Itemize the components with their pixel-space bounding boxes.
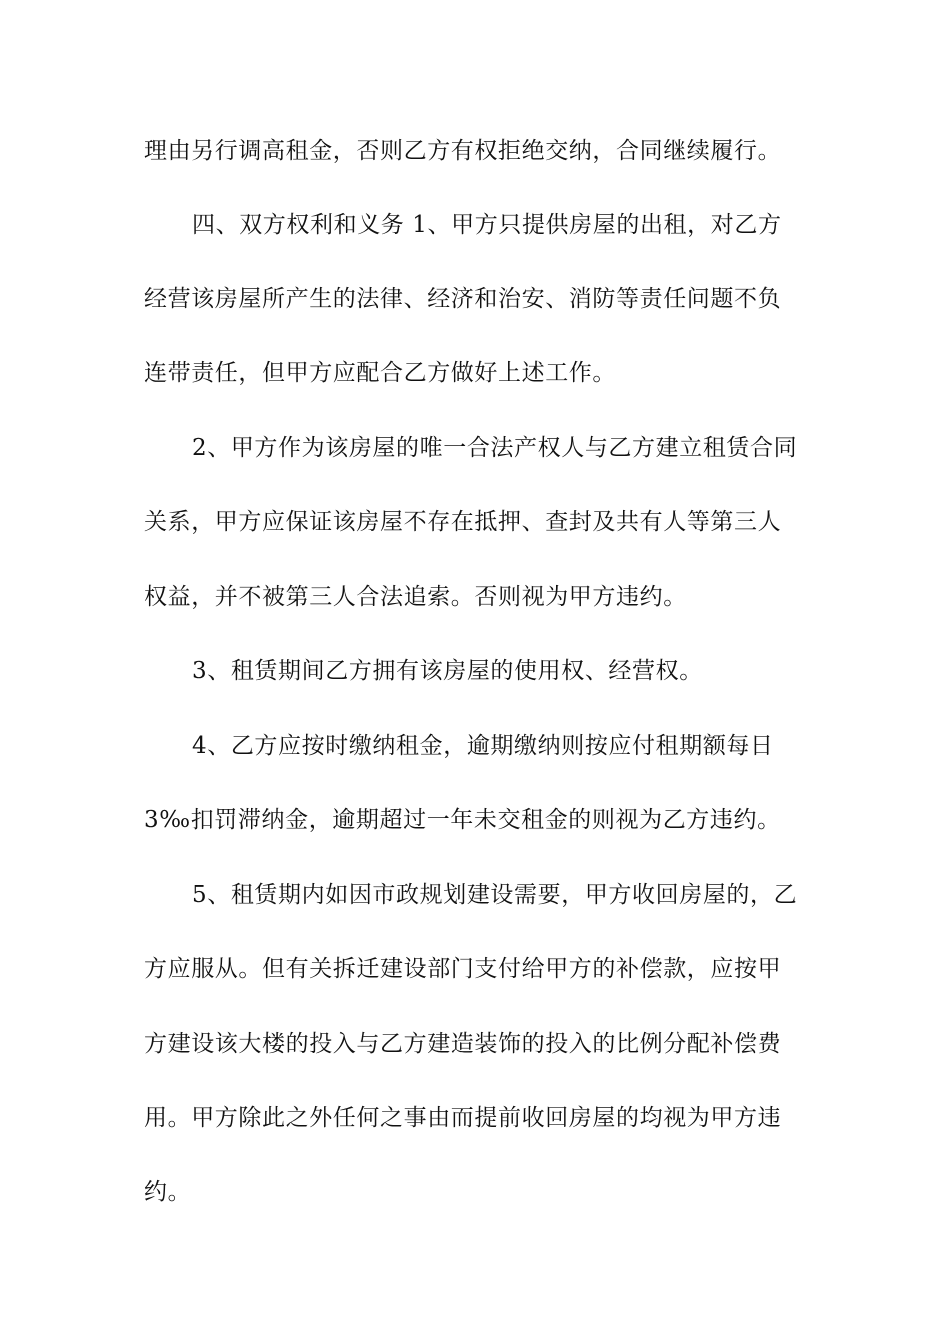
text-line-10: 3‰扣罚滞纳金，逾期超过一年未交租金的则视为乙方违约。: [144, 807, 781, 833]
text-line-3: 经营该房屋所产生的法律、经济和治安、消防等责任问题不负: [144, 286, 782, 312]
text-line-12: 方应服从。但有关拆迁建设部门支付给甲方的补偿款，应按甲: [144, 956, 782, 982]
text-line-6: 关系，甲方应保证该房屋不存在抵押、查封及共有人等第三人: [144, 509, 782, 535]
text-line-11: 5、租赁期内如因市政规划建设需要，甲方收回房屋的，乙: [192, 882, 798, 908]
text-line-14: 用。甲方除此之外任何之事由而提前收回房屋的均视为甲方违: [144, 1105, 782, 1131]
text-line-5: 2、甲方作为该房屋的唯一合法产权人与乙方建立租赁合同: [192, 435, 798, 461]
text-line-15: 约。: [144, 1179, 192, 1205]
text-line-4: 连带责任，但甲方应配合乙方做好上述工作。: [144, 360, 616, 386]
text-line-1: 理由另行调高租金，否则乙方有权拒绝交纳，合同继续履行。: [144, 138, 782, 164]
text-line-8: 3、租赁期间乙方拥有该房屋的使用权、经营权。: [192, 658, 703, 684]
text-line-7: 权益，并不被第三人合法追索。否则视为甲方违约。: [144, 584, 687, 610]
text-line-13: 方建设该大楼的投入与乙方建造装饰的投入的比例分配补偿费: [144, 1031, 782, 1057]
text-line-2: 四、双方权利和义务 1、甲方只提供房屋的出租，对乙方: [192, 212, 782, 238]
text-line-9: 4、乙方应按时缴纳租金，逾期缴纳则按应付租期额每日: [192, 733, 774, 759]
